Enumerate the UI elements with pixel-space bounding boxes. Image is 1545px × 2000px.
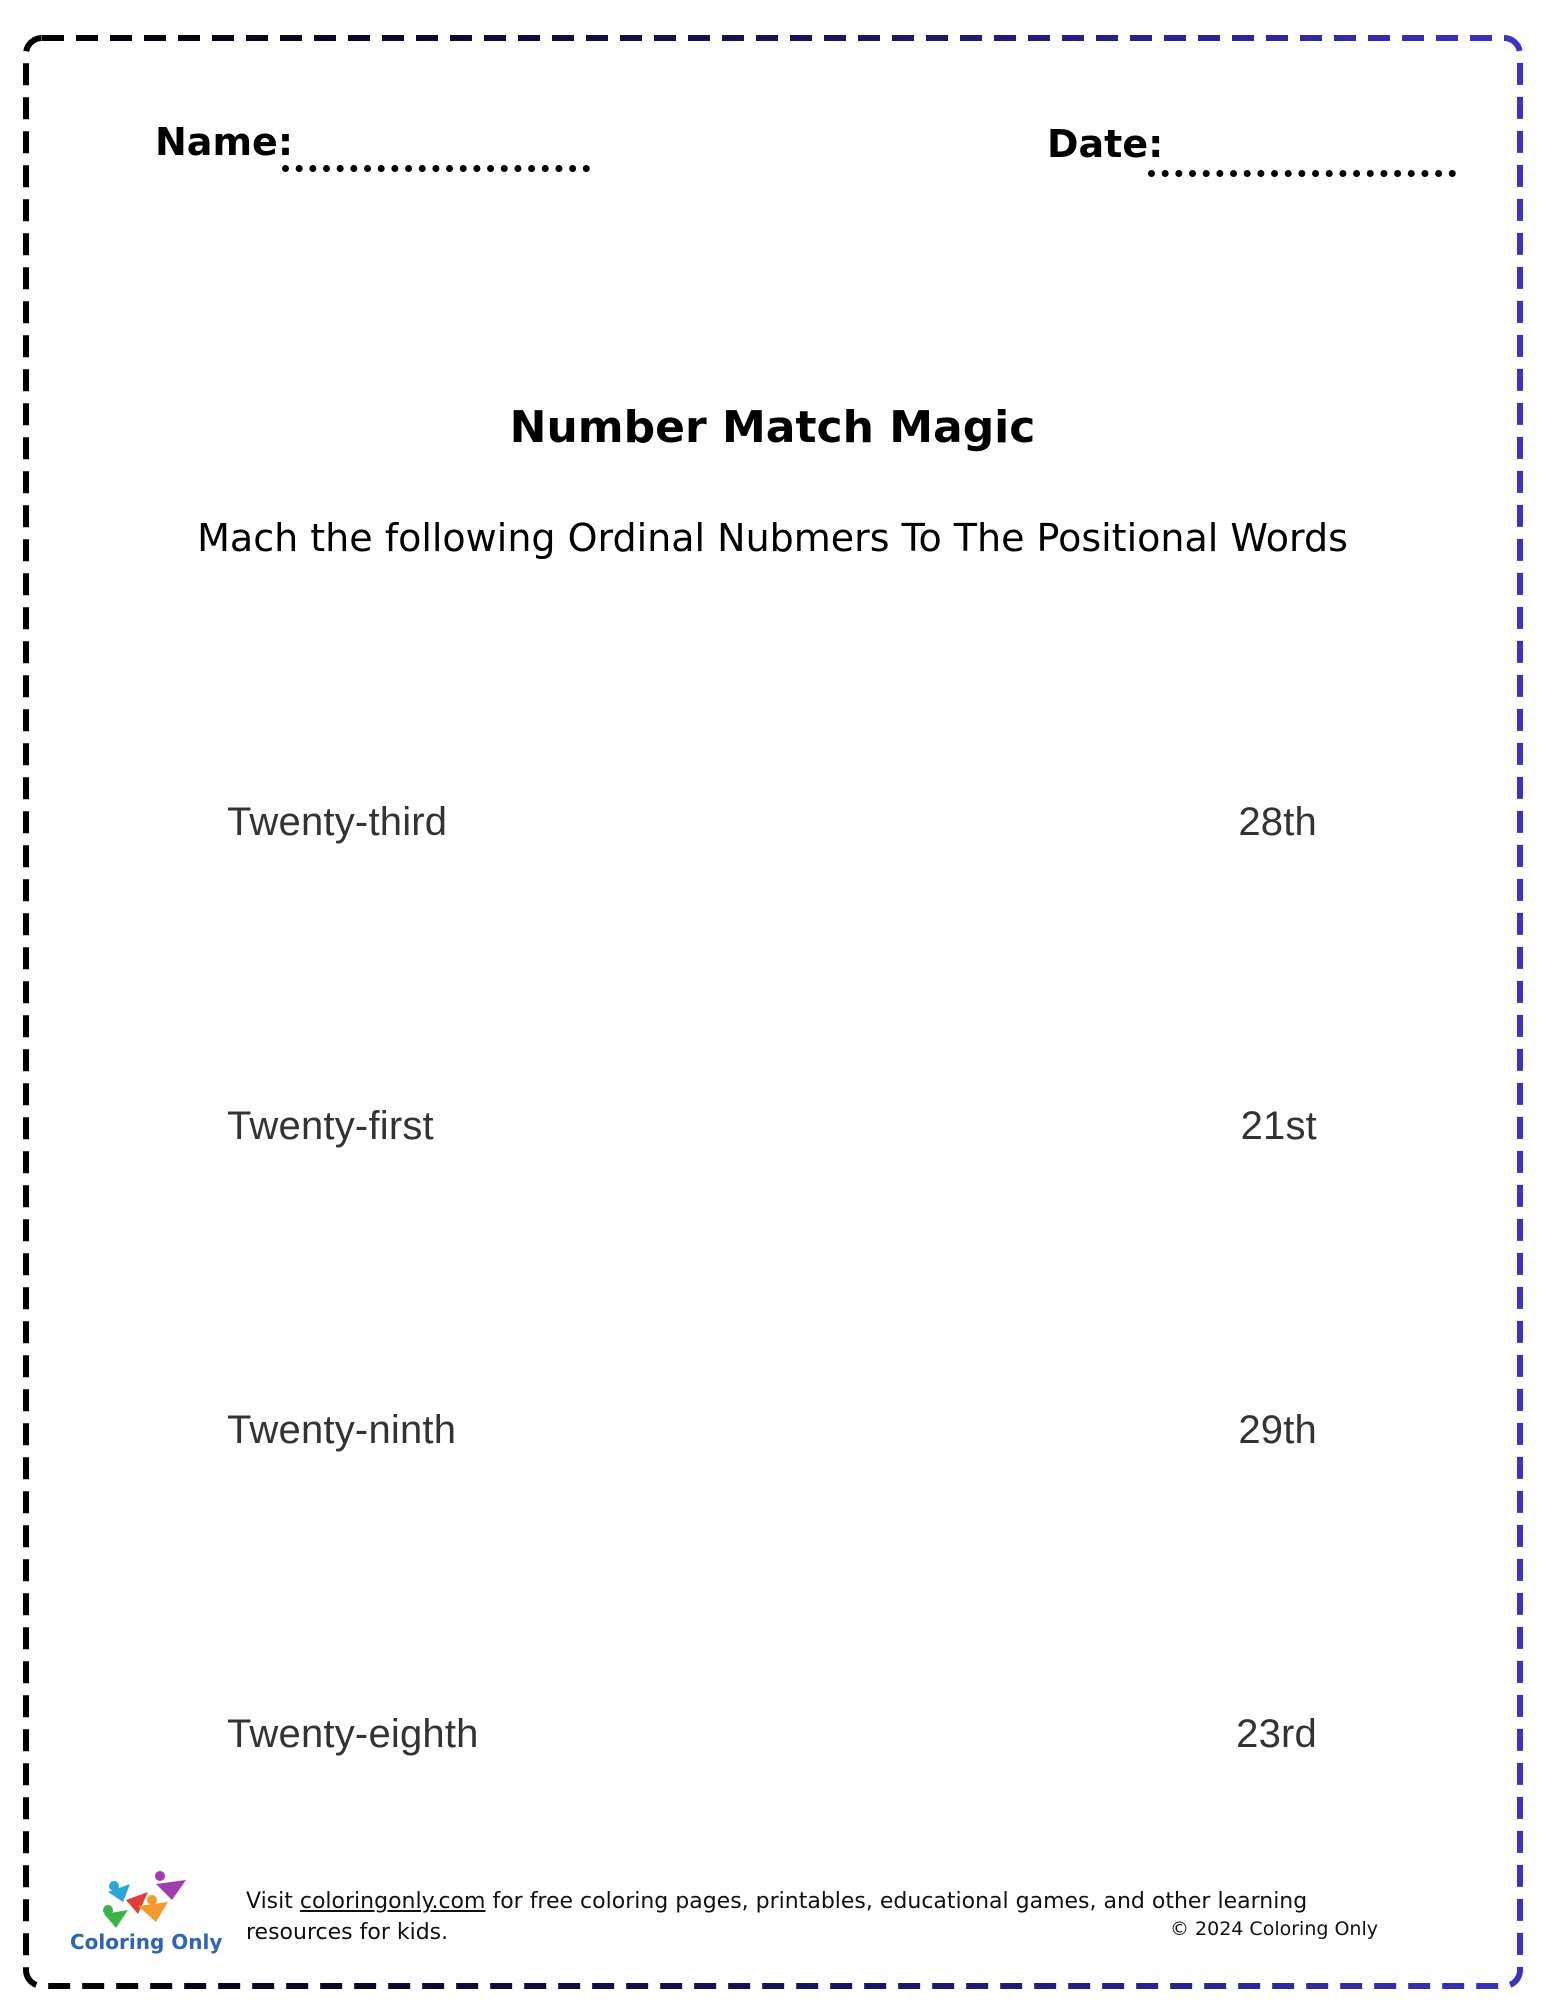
ordinal-number: 21st (1240, 1104, 1317, 1148)
positional-word: Twenty-first (227, 1104, 434, 1148)
footer-visit: Visit (246, 1889, 300, 1914)
logo-text: Coloring Only (70, 1930, 223, 1954)
positional-word: Twenty-third (227, 800, 448, 844)
ordinal-number: 28th (1238, 800, 1317, 844)
positional-word: Twenty-ninth (227, 1408, 457, 1452)
ordinal-number: 29th (1238, 1408, 1317, 1452)
copyright-text: © 2024 Coloring Only (1170, 1918, 1378, 1940)
name-label: Name: (155, 120, 294, 164)
ordinal-number: 23rd (1236, 1712, 1317, 1756)
coloringonly-link[interactable]: coloringonly.com (299, 1889, 486, 1914)
worksheet-instruction: Mach the following Ordinal Nubmers To The Positional Words (197, 516, 1348, 560)
date-blank-line[interactable] (1148, 170, 1456, 177)
name-blank-line[interactable] (282, 165, 590, 172)
date-label: Date: (1047, 122, 1164, 166)
footer-rest: for free coloring pages, printables, educational games, and other learning resources for kids. (246, 1889, 1308, 1945)
worksheet-title: Number Match Magic (509, 402, 1036, 453)
positional-word: Twenty-eighth (227, 1712, 479, 1756)
